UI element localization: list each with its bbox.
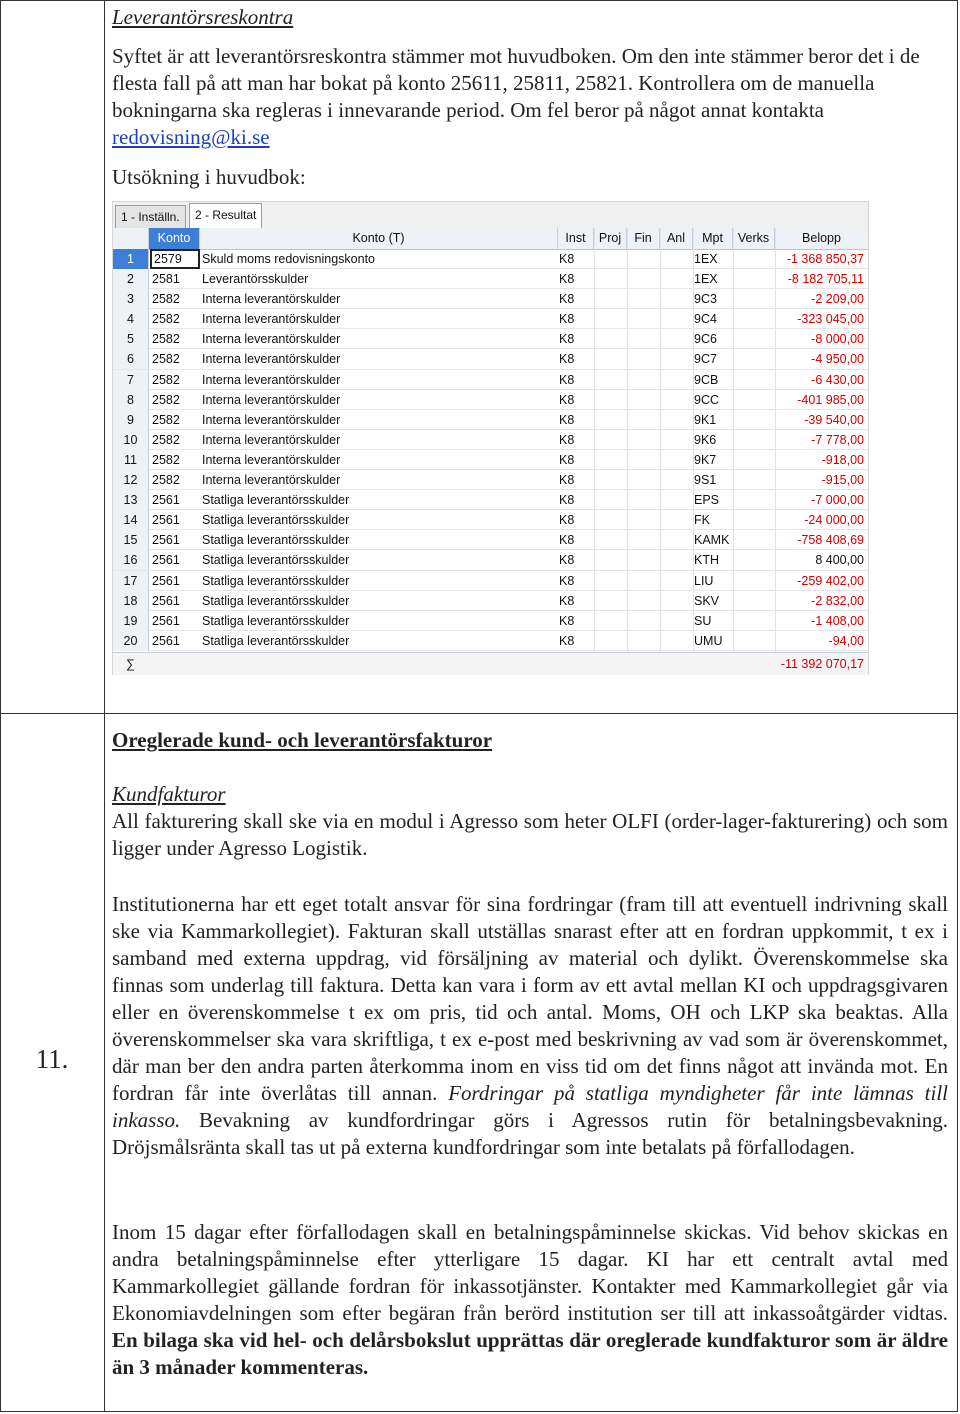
cell-konto: 2561: [152, 533, 180, 548]
cell-inst: K8: [559, 613, 575, 628]
table-row[interactable]: [113, 249, 868, 269]
table-row[interactable]: [113, 349, 868, 369]
cell-konto: 2561: [152, 513, 180, 528]
cell-konto-name: Skuld moms redovisningskonto: [202, 252, 375, 266]
table-row[interactable]: [113, 289, 868, 309]
cell-konto: 2582: [152, 392, 180, 407]
row-number: 16: [113, 550, 149, 570]
tab-bar: [113, 202, 868, 229]
cell-konto-name: Statliga leverantörsskulder: [202, 493, 350, 508]
table-row[interactable]: [113, 490, 868, 510]
cell-konto-name: Statliga leverantörsskulder: [202, 613, 350, 628]
cell-mpt: 9C6: [694, 332, 717, 347]
subheading-kundfakturor: Kundfakturor: [112, 782, 226, 806]
row-divider: [0, 713, 958, 714]
cell-konto: 2582: [152, 332, 180, 347]
row-number: 4: [113, 309, 149, 329]
cell-belopp: -758 408,69: [797, 533, 864, 548]
cell-konto-name: Interna leverantörskulder: [202, 392, 341, 407]
cell-mpt: EPS: [694, 493, 720, 508]
cell-konto: 2561: [152, 633, 180, 648]
row-number: 11: [113, 450, 149, 470]
column-header-row: [113, 228, 868, 250]
header-belopp[interactable]: Belopp: [802, 231, 841, 245]
paragraph-1: All fakturering skall ske via en modul i Agresso som heter OLFI (order-lager-fakturering) och som ligger under Agresso Logistik.: [112, 809, 948, 860]
cell-inst: K8: [559, 332, 575, 347]
cell-mpt: 9S1: [694, 473, 717, 488]
table-row[interactable]: [113, 309, 868, 329]
cell-belopp: -2 832,00: [811, 593, 864, 608]
cell-konto: 2582: [152, 432, 180, 447]
cell-belopp: -259 402,00: [797, 573, 864, 588]
cell-inst: K8: [559, 633, 575, 648]
cell-inst: K8: [559, 252, 575, 266]
table-row[interactable]: [113, 550, 868, 570]
cell-inst: K8: [559, 493, 575, 508]
cell-mpt: 9K6: [694, 432, 717, 447]
row-number: 2: [113, 269, 149, 289]
row-number: 19: [113, 611, 149, 631]
cell-konto-name: Interna leverantörskulder: [202, 292, 341, 307]
header-mpt[interactable]: Mpt: [693, 228, 733, 249]
cell-belopp: -1 408,00: [811, 613, 864, 628]
cell-konto: 2581: [152, 272, 180, 287]
cell-belopp: -4 950,00: [811, 352, 864, 367]
cell-belopp: -323 045,00: [797, 312, 864, 327]
cell-inst: K8: [559, 473, 575, 488]
cell-inst: K8: [559, 533, 575, 548]
cell-belopp: -6 430,00: [811, 372, 864, 387]
table-row[interactable]: [113, 571, 868, 591]
cell-konto[interactable]: 2579: [150, 249, 200, 269]
cell-inst: K8: [559, 412, 575, 427]
cell-konto: 2582: [152, 352, 180, 367]
row-number: 15: [113, 530, 149, 550]
cell-belopp: -1 368 850,37: [786, 252, 864, 266]
cell-konto-name: Statliga leverantörsskulder: [202, 633, 350, 648]
cell-belopp: -918,00: [821, 452, 864, 467]
cell-konto: 2582: [152, 452, 180, 467]
row-number: 8: [113, 390, 149, 410]
cell-konto-name: Interna leverantörskulder: [202, 352, 341, 367]
section-heading-leverantorsreskontra: Leverantörsreskontra: [112, 5, 294, 29]
header-verks[interactable]: Verks: [733, 228, 775, 249]
cell-mpt: 9CC: [694, 392, 720, 407]
table-row[interactable]: [113, 611, 868, 631]
paragraph-3-bold: En bilaga ska vid hel- och delårsbokslut upprättas där oreglerade kundfakturor som är äldre än 3 månader kommenteras.: [112, 1328, 948, 1379]
cell-mpt: 1EX: [694, 272, 718, 287]
cell-konto-name: Leverantörsskulder: [202, 272, 309, 287]
cell-belopp: -2 209,00: [811, 292, 864, 307]
tab-installn[interactable]: 1 - Inställn.: [115, 205, 186, 228]
cell-konto: 2561: [152, 493, 180, 508]
ledger-screenshot: [112, 201, 869, 675]
table-row[interactable]: [113, 470, 868, 490]
row-number: 3: [113, 289, 149, 309]
cell-konto-name: Statliga leverantörsskulder: [202, 533, 350, 548]
cell-konto: 2582: [152, 292, 180, 307]
cell-belopp: 8 400,00: [815, 553, 864, 568]
sum-row: [113, 652, 868, 675]
row-number: 6: [113, 349, 149, 369]
section-number: 11.: [35, 1044, 69, 1074]
cell-inst: K8: [559, 593, 575, 608]
cell-inst: K8: [559, 292, 575, 307]
sum-total: -11 392 070,17: [780, 657, 864, 671]
paragraph-3: [112, 1219, 948, 1381]
table-row[interactable]: [113, 269, 868, 289]
row-number: 7: [113, 370, 149, 390]
cell-belopp: -7 778,00: [811, 432, 864, 447]
cell-konto-name: Statliga leverantörsskulder: [202, 553, 350, 568]
cell-mpt: 1EX: [694, 252, 718, 266]
cell-belopp: -7 000,00: [811, 493, 864, 508]
cell-mpt: KTH: [694, 553, 719, 568]
cell-konto: 2561: [152, 613, 180, 628]
cell-belopp: -8 182 705,11: [787, 272, 864, 287]
cell-inst: K8: [559, 553, 575, 568]
table-row[interactable]: [113, 329, 868, 349]
cell-mpt: LIU: [694, 573, 714, 588]
cell-mpt: FK: [694, 513, 710, 528]
cell-konto-name: Interna leverantörskulder: [202, 332, 341, 347]
table-row[interactable]: [113, 410, 868, 430]
cell-konto-name: Interna leverantörskulder: [202, 412, 341, 427]
cell-konto-name: Interna leverantörskulder: [202, 372, 341, 387]
cell-inst: K8: [559, 513, 575, 528]
cell-mpt: 9C4: [694, 312, 717, 327]
column-divider: [104, 0, 105, 1412]
row-number: 20: [113, 631, 149, 651]
header-konto[interactable]: Konto: [149, 228, 200, 249]
table-row[interactable]: [113, 370, 868, 390]
cell-mpt: 9K7: [694, 452, 717, 467]
table-row[interactable]: [113, 430, 868, 450]
cell-konto: 2561: [152, 553, 180, 568]
cell-mpt: SU: [694, 613, 712, 628]
cell-mpt: 9K1: [694, 412, 717, 427]
cell-inst: K8: [559, 352, 575, 367]
cell-konto-name: Interna leverantörskulder: [202, 432, 341, 447]
table-row[interactable]: [113, 390, 868, 410]
cell-belopp: -915,00: [821, 473, 864, 488]
cell-konto: 2582: [152, 473, 180, 488]
cell-konto: 2582: [152, 312, 180, 327]
row-number: 12: [113, 470, 149, 490]
cell-inst: K8: [559, 272, 575, 287]
table-row[interactable]: [113, 510, 868, 530]
cell-mpt: 9C3: [694, 292, 717, 307]
cell-belopp: -39 540,00: [804, 412, 864, 427]
cell-belopp: -94,00: [828, 633, 864, 648]
intro-text: Syftet är att leverantörsreskontra stämmer mot huvudboken. Om den inte stämmer beror det i de flesta fall på att man har bokat på konto 25611, 25811, 25821. Kontrollera om de manuella bokningarna ska regleras i innevarande period. Om fel beror på något annat kontakta: [112, 44, 920, 122]
cell-konto: 2561: [152, 593, 180, 608]
cell-konto-name: Interna leverantörskulder: [202, 452, 341, 467]
cell-inst: K8: [559, 432, 575, 447]
cell-konto-name: Statliga leverantörsskulder: [202, 593, 350, 608]
cell-belopp: -8 000,00: [811, 332, 864, 347]
cell-konto-name: Statliga leverantörsskulder: [202, 513, 350, 528]
header-fin[interactable]: Fin: [627, 228, 660, 249]
cell-inst: K8: [559, 312, 575, 327]
row-number: 14: [113, 510, 149, 530]
search-label: Utsökning i huvudbok:: [112, 165, 306, 189]
cell-mpt: 9CB: [694, 372, 719, 387]
cell-konto-name: Interna leverantörskulder: [202, 312, 341, 327]
email-link[interactable]: redovisning@ki.se: [112, 125, 270, 149]
header-anl[interactable]: Anl: [660, 228, 693, 249]
table-row[interactable]: [113, 591, 868, 611]
cell-mpt: KAMK: [694, 533, 730, 548]
cell-konto: 2582: [152, 412, 180, 427]
paragraph-2-italic: Fordringar på statliga myndigheter får inte lämnas till inkasso.: [112, 1081, 949, 1132]
section-title: Oreglerade kund- och leverantörsfakturor: [112, 728, 493, 752]
cell-belopp: -24 000,00: [804, 513, 864, 528]
intro-paragraph: [112, 43, 948, 151]
row-number: 5: [113, 329, 149, 349]
table-row[interactable]: [113, 450, 868, 470]
row-number: 17: [113, 571, 149, 591]
row-number: 18: [113, 591, 149, 611]
header-proj[interactable]: Proj: [594, 228, 627, 249]
paragraph-2: [112, 891, 948, 1161]
row-number: 10: [113, 430, 149, 450]
row-number: 1: [113, 249, 149, 269]
cell-inst: K8: [559, 392, 575, 407]
row-number: 13: [113, 490, 149, 510]
cell-belopp: -401 985,00: [797, 392, 864, 407]
cell-mpt: 9C7: [694, 352, 717, 367]
cell-inst: K8: [559, 573, 575, 588]
cell-inst: K8: [559, 452, 575, 467]
paragraph-2-text-a: Institutionerna har ett eget totalt ansvar för sina fordringar (fram till att eventuell indrivning skall ske via Kammarkollegiet). Fakturan skall utställas snarast efter att en fordran uppkommit, t ex i samband med externa uppdrag, vid försäljning av material och dylikt. Överenskommelse ska finnas som underlag till faktura. Detta kan vara i form av ett avtal mellan KI och uppdragsgivaren eller en överenskommelse t ex om pris, tid och antal. Moms, OH och LKP ska beaktas. Alla överenskommelser ska vara skriftliga, t ex e-post med beskrivning av vad som är överenskommet, där man ber den andra parten återkomma inom en viss tid om det finns något att invända mot. En fordran får inte överlåtas till annan.: [112, 892, 948, 1105]
cell-konto: 2561: [152, 573, 180, 588]
paragraph-3-text: Inom 15 dagar efter förfallodagen skall en betalningspåminnelse skickas. Vid behov skickas en andra betalningspåminnelse efter ytterligare 15 dagar. KI har ett centralt avtal med Kammarkollegiet gällande fordran för inkassotjänster. Kontakter med Kammarkollegiet går via Ekonomiavdelningen som efter begäran från berörd institution ser till att inkassoåtgärder vidtas.: [112, 1220, 948, 1325]
cell-konto: 2582: [152, 372, 180, 387]
sum-symbol: ∑: [126, 657, 135, 671]
header-inst[interactable]: Inst: [558, 228, 594, 249]
cell-mpt: UMU: [694, 633, 723, 648]
table-row[interactable]: [113, 631, 868, 651]
cell-inst: K8: [559, 372, 575, 387]
header-rownum: [113, 228, 149, 249]
table-body: [113, 249, 868, 651]
header-konto-t[interactable]: Konto (T): [200, 228, 558, 249]
cell-mpt: SKV: [694, 593, 720, 608]
cell-konto-name: Interna leverantörskulder: [202, 473, 341, 488]
cell-konto-name: Statliga leverantörsskulder: [202, 573, 350, 588]
tab-resultat[interactable]: 2 - Resultat: [189, 203, 262, 229]
row-number: 9: [113, 410, 149, 430]
paragraph-2-text-b: Bevakning av kundfordringar görs i Agressos rutin för betalningsbevakning. Dröjsmålsränta skall tas ut på externa kundfordringar som inte betalats på förfallodagen.: [112, 1108, 948, 1159]
table-row[interactable]: [113, 530, 868, 550]
